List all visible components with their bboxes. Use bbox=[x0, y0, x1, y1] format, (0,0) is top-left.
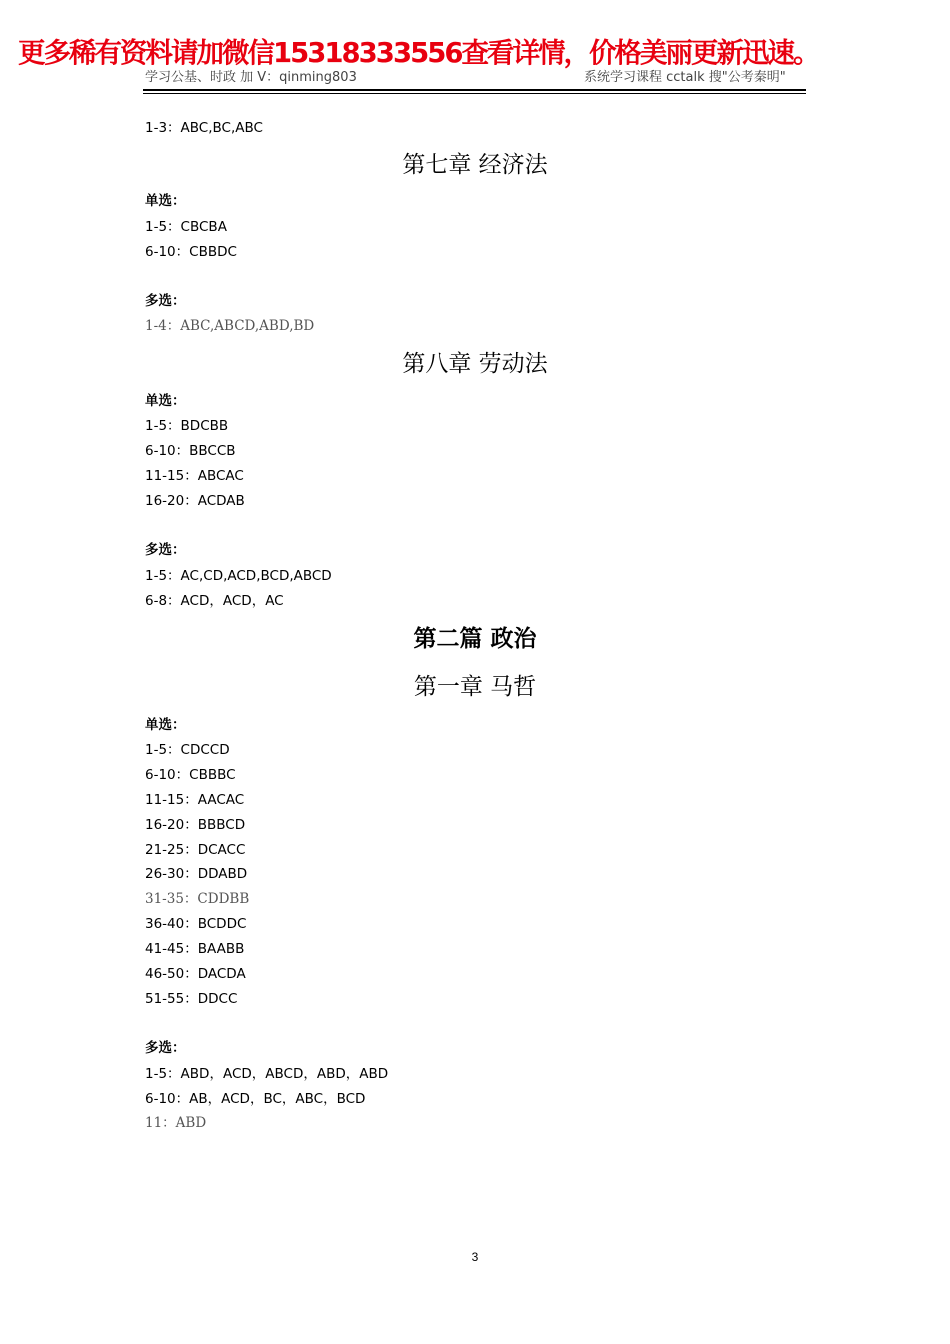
answer-line: 1-5：ABD，ACD，ABCD，ABD，ABD bbox=[145, 1066, 389, 1082]
answer-line: 41-45：BAABB bbox=[145, 941, 245, 957]
section-label: 单选： bbox=[145, 717, 186, 733]
answer-line: 6-10：BBCCB bbox=[145, 443, 236, 459]
section-label: 多选： bbox=[145, 542, 186, 558]
answer-line: 1-5：AC,CD,ACD,BCD,ABCD bbox=[145, 568, 332, 584]
answer-line: 36-40：BCDDC bbox=[145, 916, 247, 932]
section-label: 多选： bbox=[145, 1040, 186, 1056]
answer-line: 1-3：ABC,BC,ABC bbox=[145, 120, 263, 136]
answer-line: 11：ABD bbox=[145, 1115, 207, 1131]
answer-line: 16-20：ACDAB bbox=[145, 493, 245, 509]
section-label: 多选： bbox=[145, 293, 186, 309]
answer-line: 26-30：DDABD bbox=[145, 866, 248, 882]
answer-line: 6-10：AB，ACD，BC，ABC，BCD bbox=[145, 1091, 366, 1107]
chapter-heading: 第八章 劳动法 bbox=[402, 351, 548, 377]
answer-line: 6-10：CBBBC bbox=[145, 767, 236, 783]
section-label: 单选： bbox=[145, 393, 186, 409]
answer-line: 1-5：CDCCD bbox=[145, 742, 230, 758]
promo-banner: 更多稀有资料请加微信15318333556查看详情，价格美丽更新迅速。 bbox=[18, 37, 819, 69]
answer-line: 21-25：DCACC bbox=[145, 842, 246, 858]
answer-line: 6-8：ACD，ACD，AC bbox=[145, 593, 284, 609]
part-heading: 第二篇 政治 bbox=[413, 625, 537, 652]
answer-line: 46-50：DACDA bbox=[145, 966, 246, 982]
answer-line: 51-55：DDCC bbox=[145, 991, 238, 1007]
answer-line: 31-35：CDDBB bbox=[145, 891, 250, 907]
answer-line: 6-10：CBBDC bbox=[145, 244, 237, 260]
answer-line: 11-15：ABCAC bbox=[145, 468, 244, 484]
answer-line: 1-5：CBCBA bbox=[145, 219, 227, 235]
header-rule-thin bbox=[143, 93, 806, 94]
header-right: 系统学习课程 cctalk 搜"公考秦明" bbox=[584, 70, 786, 85]
answer-line: 16-20：BBBCD bbox=[145, 817, 246, 833]
page-number: 3 bbox=[471, 1250, 479, 1264]
answer-line: 1-4：ABC,ABCD,ABD,BD bbox=[145, 318, 315, 334]
answer-line: 11-15：AACAC bbox=[145, 792, 245, 808]
chapter-heading: 第七章 经济法 bbox=[402, 152, 548, 178]
header-rule bbox=[143, 89, 806, 91]
answer-line: 1-5：BDCBB bbox=[145, 418, 229, 434]
header-left: 学习公基、时政 加 V：qinming803 bbox=[145, 70, 357, 85]
section-label: 单选： bbox=[145, 193, 186, 209]
chapter-heading: 第一章 马哲 bbox=[413, 674, 537, 700]
